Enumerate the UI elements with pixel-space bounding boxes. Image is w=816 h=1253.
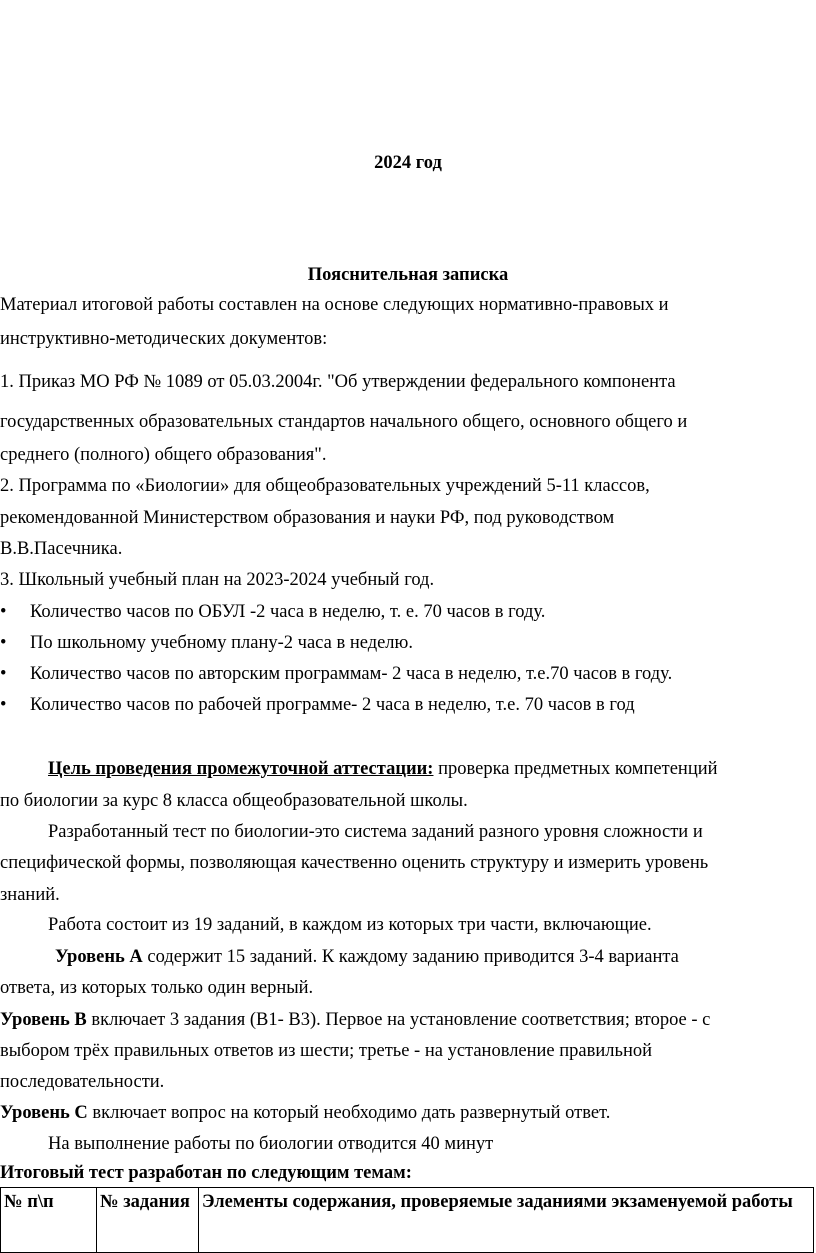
doc-1-line-1: 1. Приказ МО РФ № 1089 от 05.03.2004г. "Об утверждении федерального компонента	[0, 372, 676, 392]
goal-text: проверка предметных компетенций	[433, 759, 718, 779]
level-a-line-2: ответа, из которых только один верный.	[0, 978, 314, 998]
topics-table	[0, 1187, 814, 1253]
bullet-text: Количество часов по авторским программам- 2 часа в неделю, т.е.70 часов в году.	[30, 664, 673, 684]
bullet-text: Количество часов по рабочей программе- 2 часа в неделю, т.е. 70 часов в год	[30, 695, 635, 715]
header-cell-task: № задания	[97, 1188, 199, 1253]
test-desc-line-1: Разработанный тест по биологии-это система заданий разного уровня сложности и	[48, 822, 703, 842]
test-desc-line-3: знаний.	[0, 885, 60, 905]
bullet-marker: •	[0, 633, 7, 653]
level-b-label: Уровень В	[0, 1010, 87, 1030]
level-c-text: включает вопрос на который необходимо дать развернутый ответ.	[87, 1103, 611, 1123]
doc-3: 3. Школьный учебный план на 2023-2024 учебный год.	[0, 570, 435, 590]
header-cell-number: № п\п	[1, 1188, 97, 1253]
level-b-text: включает 3 задания (В1- В3). Первое на установление соответствия; второе - с	[86, 1010, 711, 1030]
goal-line-2: по биологии за курс 8 класса общеобразовательной школы.	[0, 791, 468, 811]
doc-1-line-3: среднего (полного) общего образования".	[0, 445, 327, 465]
time-note: На выполнение работы по биологии отводится 40 минут	[48, 1134, 494, 1154]
doc-2-line-1: 2. Программа по «Биологии» для общеобразовательных учреждений 5-11 классов,	[0, 476, 650, 496]
level-a-label: Уровень А	[55, 947, 143, 967]
header-cell-elements: Элементы содержания, проверяемые заданиями экзаменуемой работы	[199, 1188, 814, 1253]
level-a	[55, 946, 679, 968]
level-a-text: содержит 15 заданий. К каждому заданию приводится 3-4 варианта	[142, 947, 679, 967]
intro-line-2: инструктивно-методических документов:	[0, 329, 328, 349]
doc-2-line-3: В.В.Пасечника.	[0, 539, 123, 559]
work-consists: Работа состоит из 19 заданий, в каждом из которых три части, включающие.	[48, 915, 652, 935]
bullet-text: По школьному учебному плану-2 часа в неделю.	[30, 633, 413, 653]
table-header-row	[1, 1188, 814, 1253]
level-c	[0, 1102, 610, 1124]
doc-2-line-2: рекомендованной Министерством образования и науки РФ, под руководством	[0, 508, 615, 528]
goal-label: Цель проведения промежуточной аттестации:	[48, 759, 434, 779]
bullet-marker: •	[0, 664, 7, 684]
year-heading: 2024 год	[374, 153, 442, 173]
level-b-line-2: выбором трёх правильных ответов из шести; третье - на установление правильной	[0, 1041, 652, 1061]
intro-line-1: Материал итоговой работы составлен на основе следующих нормативно-правовых и	[0, 295, 669, 315]
bullet-marker: •	[0, 695, 7, 715]
topics-heading: Итоговый тест разработан по следующим темам:	[0, 1163, 412, 1183]
goal-paragraph	[48, 758, 718, 780]
level-c-label: Уровень С	[0, 1103, 88, 1123]
test-desc-line-2: специфической формы, позволяющая качественно оценить структуру и измерить уровень	[0, 853, 709, 873]
document-title: Пояснительная записка	[307, 265, 509, 285]
level-b-line-3: последовательности.	[0, 1072, 165, 1092]
level-b	[0, 1009, 710, 1031]
doc-1-line-2: государственных образовательных стандартов начального общего, основного общего и	[0, 412, 688, 432]
bullet-marker: •	[0, 602, 7, 622]
bullet-text: Количество часов по ОБУЛ -2 часа в неделю, т. е. 70 часов в году.	[30, 602, 546, 622]
